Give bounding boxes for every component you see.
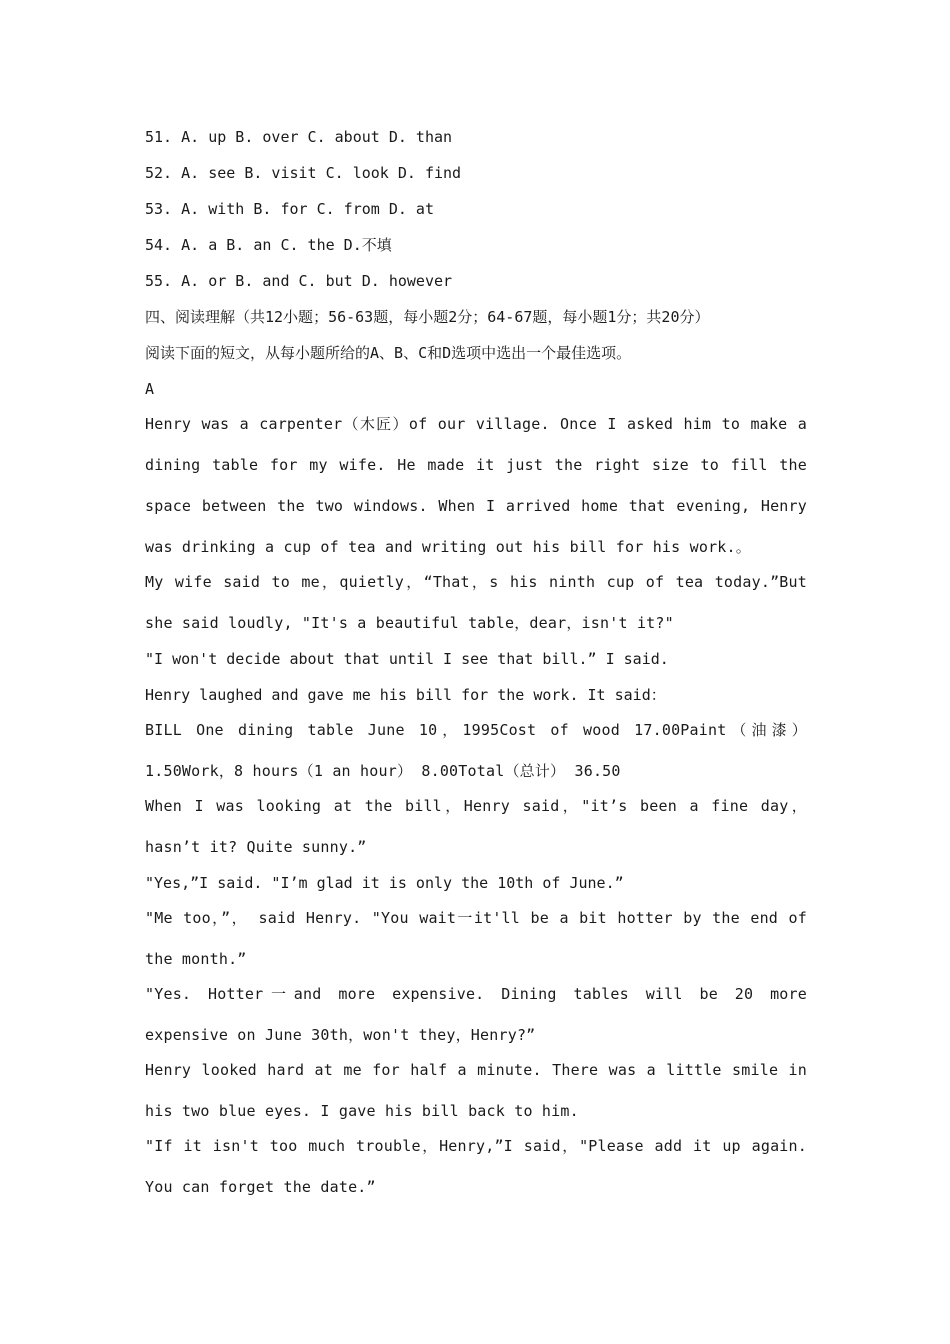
paragraph-6: When I was looking at the bill，Henry said，"it’s been a fine day，hasn’t it? Quite sunny.”: [145, 797, 807, 856]
paragraph-3: "I won't decide about that until I see that bill.” I said.: [145, 650, 669, 668]
paragraph-1: Henry was a carpenter（木匠）of our village. Once I asked him to make a dining table for my wife. He made it just the right size to fill the space between the two windows. When I arrived home that evening, Henry was drinking a cup of tea and writing out his bill for his work.。: [145, 415, 807, 556]
paragraph-8: "Me too，”， said Henry. "You wait一it'll be a bit hotter by the end of the month.”: [145, 909, 807, 968]
option-52: 52. A. see B. visit C. look D. find: [145, 164, 462, 182]
option-53: 53. A. with B. for C. from D. at: [145, 200, 434, 218]
paragraph-2: My wife said to me，quietly，“That，s his ninth cup of tea today.”But she said loudly, "It's a beautiful table，dear，isn't it?": [145, 573, 807, 632]
section-heading: 四、阅读理解（共12小题；56-63题，每小题2分；64-67题，每小题1分；共20分）: [145, 308, 710, 326]
instruction: 阅读下面的短文，从每小题所给的A、B、C和D选项中选出一个最佳选项。: [145, 344, 632, 362]
paragraph-9: "Yes. Hotter一and more expensive. Dining tables will be 20 more expensive on June 30th，won't they，Henry?”: [145, 985, 807, 1044]
option-54: 54. A. a B. an C. the D.不填: [145, 236, 392, 254]
paragraph-11: "If it isn't too much trouble，Henry,”I said，"Please add it up again. You can forget the date.”: [145, 1137, 807, 1196]
paragraph-4: Henry laughed and gave me his bill for the work. It said：: [145, 686, 666, 704]
paragraph-10: Henry looked hard at me for half a minute. There was a little smile in his two blue eyes. I gave his bill back to him.: [145, 1061, 807, 1120]
option-55: 55. A. or B. and C. but D. however: [145, 272, 453, 290]
option-51: 51. A. up B. over C. about D. than: [145, 128, 453, 146]
document-page: [145, 124, 807, 1210]
passage-label: A: [145, 380, 155, 398]
paragraph-7: "Yes,”I said. "I’m glad it is only the 10th of June.”: [145, 874, 624, 892]
paragraph-bill: BILL One dining table June 10，1995Cost of wood 17.00Paint（油漆） 1.50Work，8 hours（1 an hour） 8.00Total（总计） 36.50: [145, 721, 807, 780]
